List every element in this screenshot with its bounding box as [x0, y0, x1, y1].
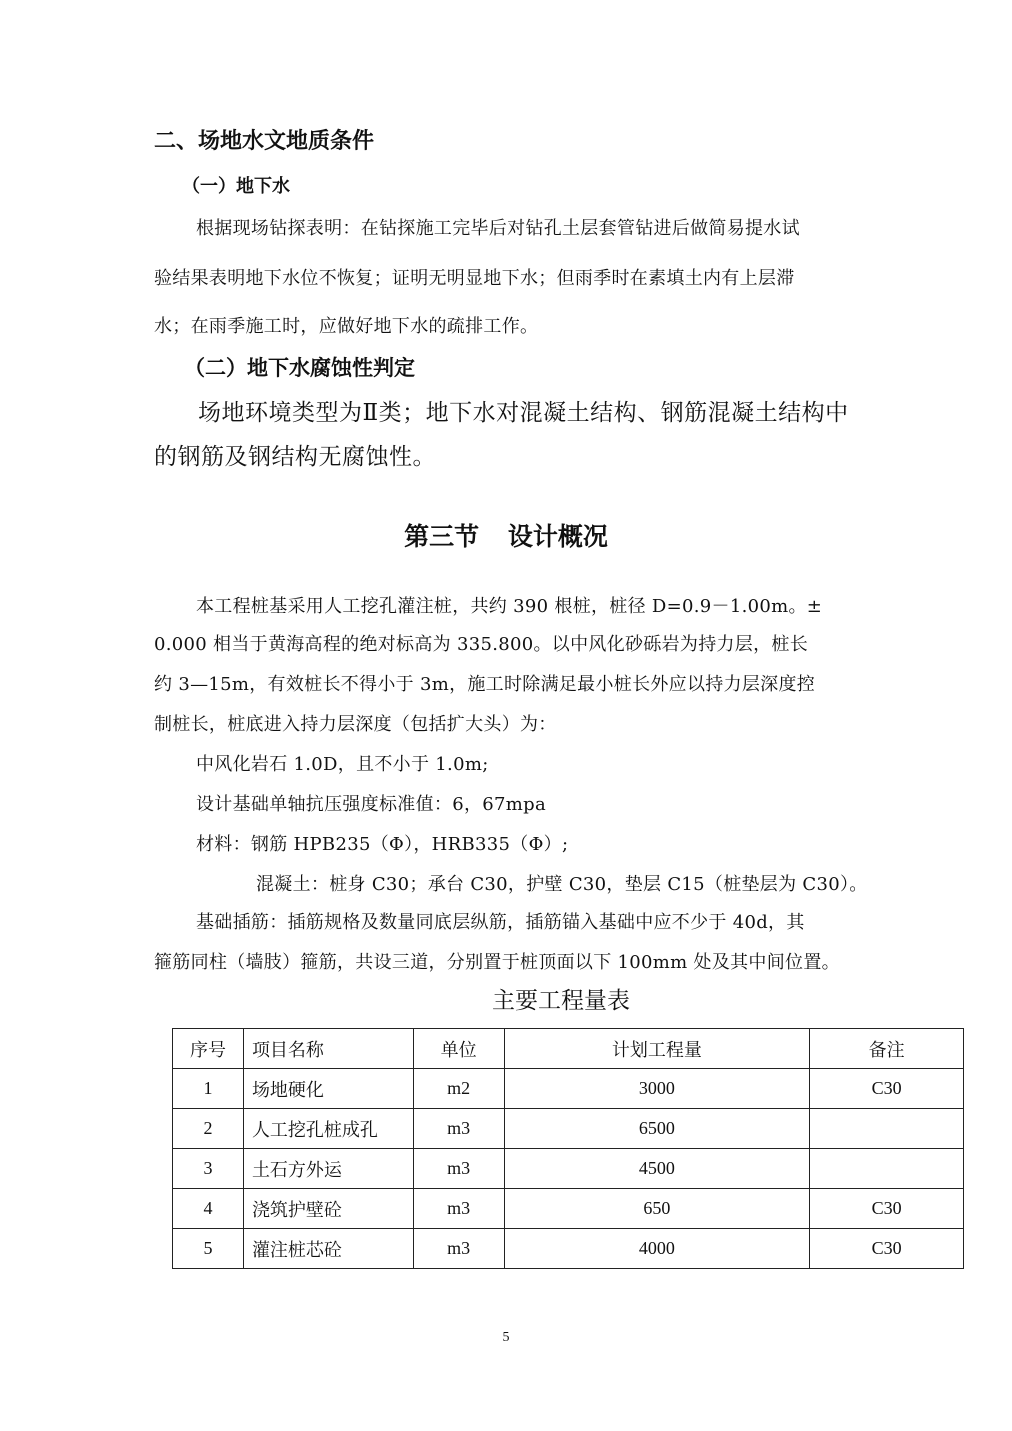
- table-cell: 人工挖孔桩成孔: [243, 1109, 413, 1149]
- table-row: [173, 1189, 964, 1229]
- paragraph-line: 中风化岩石 1.0D，且不小于 1.0m;: [196, 754, 489, 775]
- chapter-heading-design-overview: 第三节 设计概况: [404, 522, 608, 551]
- table-cell: C30: [810, 1189, 964, 1229]
- table-cell: m3: [413, 1109, 504, 1149]
- table-cell: 灌注桩芯砼: [243, 1229, 413, 1269]
- paragraph-line: 约 3—15m，有效桩长不得小于 3m，施工时除满足最小桩长外应以持力层深度控: [154, 674, 816, 695]
- table-row: [173, 1069, 964, 1109]
- paragraph-line: 水；在雨季施工时，应做好地下水的疏排工作。: [154, 316, 539, 337]
- table-cell: 浇筑护壁砼: [243, 1189, 413, 1229]
- table-header-row: [173, 1029, 964, 1069]
- table-cell: m2: [413, 1069, 504, 1109]
- paragraph-line: 材料：钢筋 HPB235（Φ），HRB335（Φ）;: [196, 834, 569, 855]
- header-cell: 项目名称: [243, 1029, 413, 1069]
- subheading-corrosivity: （二）地下水腐蚀性判定: [184, 356, 415, 380]
- paragraph-line: 验结果表明地下水位不恢复；证明无明显地下水；但雨季时在素填土内有上层滞: [154, 268, 795, 289]
- table-cell: C30: [810, 1229, 964, 1269]
- table-caption: 主要工程量表: [492, 988, 630, 1014]
- paragraph-line: 0.000 相当于黄海高程的绝对标高为 335.800。以中风化砂砾岩为持力层，桩长: [154, 634, 809, 655]
- paragraph-line: 的钢筋及钢结构无腐蚀性。: [154, 444, 436, 470]
- paragraph-line: 混凝土：桩身 C30；承台 C30，护壁 C30，垫层 C15（桩垫层为 C30）。: [256, 874, 868, 895]
- table-cell: 2: [173, 1109, 244, 1149]
- table-cell: 土石方外运: [243, 1149, 413, 1189]
- table-cell: 6500: [504, 1109, 810, 1149]
- table-cell: 3000: [504, 1069, 810, 1109]
- header-cell: 计划工程量: [504, 1029, 810, 1069]
- table-row: [173, 1229, 964, 1269]
- header-cell: 序号: [173, 1029, 244, 1069]
- table-cell: m3: [413, 1149, 504, 1189]
- table-cell: 4: [173, 1189, 244, 1229]
- table-row: [173, 1149, 964, 1189]
- paragraph-line: 根据现场钻探表明：在钻探施工完毕后对钻孔土层套管钻进后做简易提水试: [196, 218, 800, 239]
- section-heading-hydrogeology: 二、场地水文地质条件: [154, 129, 375, 154]
- paragraph-line: 设计基础单轴抗压强度标准值：6，67mpa: [196, 794, 546, 815]
- subheading-groundwater: （一）地下水: [182, 176, 290, 197]
- table-cell: [810, 1109, 964, 1149]
- table-cell: m3: [413, 1189, 504, 1229]
- quantities-table: [172, 1028, 964, 1269]
- table-cell: 1: [173, 1069, 244, 1109]
- table-cell: 场地硬化: [243, 1069, 413, 1109]
- header-cell: 单位: [413, 1029, 504, 1069]
- paragraph-line: 箍筋同柱（墙肢）箍筋，共设三道，分别置于桩顶面以下 100mm 处及其中间位置。: [154, 952, 840, 973]
- table-cell: C30: [810, 1069, 964, 1109]
- table-cell: 650: [504, 1189, 810, 1229]
- table-cell: 5: [173, 1229, 244, 1269]
- table-cell: 4000: [504, 1229, 810, 1269]
- table-cell: m3: [413, 1229, 504, 1269]
- paragraph-line: 本工程桩基采用人工挖孔灌注桩，共约 390 根桩，桩径 D=0.9－1.00m。±: [196, 596, 823, 617]
- page-number: 5: [502, 1330, 510, 1345]
- paragraph-line: 基础插筋：插筋规格及数量同底层纵筋，插筋锚入基础中应不少于 40d，其: [196, 912, 805, 933]
- table-row: [173, 1109, 964, 1149]
- paragraph-line: 场地环境类型为Ⅱ类；地下水对混凝土结构、钢筋混凝土结构中: [198, 400, 849, 426]
- table-cell: [810, 1149, 964, 1189]
- table-cell: 4500: [504, 1149, 810, 1189]
- paragraph-line: 制桩长，桩底进入持力层深度（包括扩大头）为：: [154, 714, 557, 735]
- table-cell: 3: [173, 1149, 244, 1189]
- header-cell: 备注: [810, 1029, 964, 1069]
